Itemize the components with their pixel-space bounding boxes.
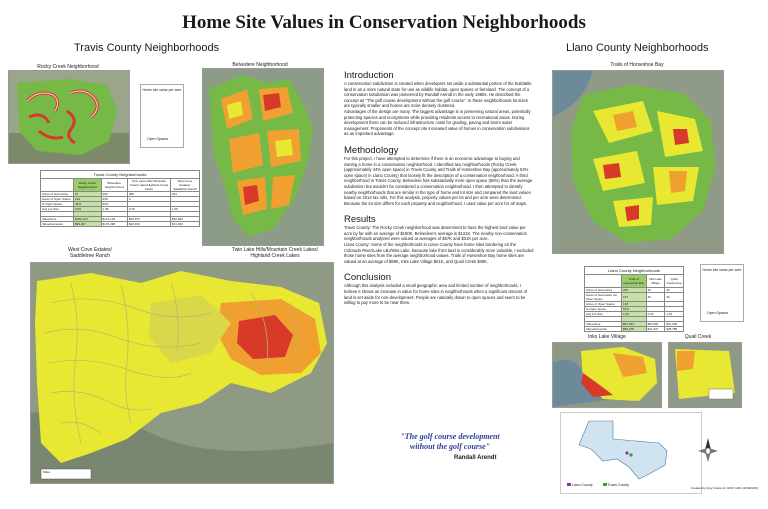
travis-table-wrap [40, 170, 200, 227]
twin-lake-label-line1: Twin Lake Hills/Mountain Creek Lakes/ [231, 247, 319, 253]
travis-th: Rocky Creek Neighborhood [74, 179, 102, 192]
west-cove-label-line1: West Cove Estates/ [68, 247, 112, 253]
intro-body-2: Advantages of the design are many. The biggest advantage is in preserving natural areas, potentially protecting species and ecosystems while providing residents access to recreational areas. During development there can be reduced infrastructure costs for grading, paving and storm water management. Proponents of the concept cite increased value of homes in conservation subdivisions as an important advantage. [344, 108, 531, 137]
belvedere-label: Belvedere Neighborhood [232, 62, 288, 68]
poster-title: Home Site Values in Conservation Neighborhoods [182, 12, 586, 33]
conclusion-heading: Conclusion [344, 272, 391, 284]
table-cell: $56,974 [127, 217, 170, 222]
quote-line1: "The golf course development [400, 432, 500, 441]
table-cell: 1.48 [101, 207, 127, 212]
inks-label: Inks Lake Village [588, 334, 626, 340]
table-cell: $43,919 [127, 222, 170, 227]
table-cell: $121,134 [101, 217, 127, 222]
trails-map-graphic [553, 71, 723, 253]
travis-heading: Travis County Neighborhoods [74, 42, 220, 54]
travis-table [40, 178, 200, 227]
travis-table-title: Travis County Neighborhoods [40, 170, 200, 178]
belvedere-map-graphic [203, 69, 323, 245]
table-cell: 0.53 [74, 207, 102, 212]
quail-map-graphic [669, 343, 741, 407]
trails-label: Trails of Horseshoe Bay [610, 62, 664, 68]
inks-map-graphic [553, 343, 661, 407]
llano-th: Trails of Horseshoe Bay [622, 275, 647, 288]
results-body-2: Llano County: Some of the neighborhoods in Llano County have home sites bordering on the Colorado River/Lake LBJ/Inks Lake. Because lake front land is considerably more valuable, I excluded those home sites from the average neighborhood values. Trails of Horseshoe Bay home sites are valued at an average of $88K, Inks Lake Village $51K, and Quail Creek $38K. [344, 242, 534, 264]
table-cell: $179,498 [101, 222, 127, 227]
table-cell: 53% [622, 307, 647, 312]
table-cell: 1.09 [170, 207, 199, 212]
arendt-quote [360, 432, 540, 452]
table-cell: 1.15 [665, 312, 684, 317]
table-cell: 137 [622, 293, 647, 302]
travis-county-swatch [603, 483, 629, 487]
center-column [344, 70, 534, 306]
llano-th [585, 275, 622, 288]
inks-map [552, 342, 662, 408]
llano-county-legend: Llano County [571, 483, 593, 487]
texas-locator [560, 412, 702, 494]
table-row [585, 327, 684, 332]
table-cell: 30 [665, 288, 684, 293]
table-cell: 44% [74, 202, 102, 207]
twin-lake-label-line2: Highland Creek Lakes [250, 253, 300, 259]
table-cell: Acres of Open Space [41, 197, 74, 202]
table-cell: $87,794 [622, 322, 647, 327]
table-cell: Avg Lot Size [585, 312, 622, 317]
methodology-body: For this project, I have attempted to determine if there is an economic advantage to buying and owning a home in a conservation neighborhood. I identified two neighborhoods (Rocky Creek (approximately 44% open space) in Travis County and Trails of Horseshoe Bay (approximately 53% open space) in Llano County) that loosely fit the description of a conservation neighborhood. A third neighborhood in Travis County, Belvedere has substantially more open space (55%) than the average subdivision but wouldn't be considered a conservation neighborhood. I then attempted to identify nearby neighborhoods that are similar in the type of home and lot size and compared the land values based on 2014 tax rolls. For this analysis, property values per lot and per acre were determined. Because the lot size differs for each property and neighborhood, I used value per acre for all maps. [344, 155, 533, 206]
texas-map-icon [569, 415, 679, 481]
table-cell: Value/Homesite [41, 222, 74, 227]
quote-line2: without the golf course" [409, 442, 491, 451]
llano-legend-open: Open Spaces [707, 311, 729, 315]
table-cell: 338 [101, 197, 127, 202]
llano-th: Inks Lake Village [646, 275, 665, 288]
rocky-creek-label: Rocky Creek Neighborhood [37, 64, 99, 70]
credit-text: Created by Amy Frame for GISC 1401 (2/18/2015) [690, 486, 758, 490]
travis-th: Belvedere Neighborhood [101, 179, 127, 192]
table-cell: Value/Acre [41, 217, 74, 222]
scale-bar-text: Miles [43, 470, 51, 474]
quail-map [668, 342, 742, 408]
llano-legend [700, 264, 744, 322]
table-cell: % Open Space [585, 307, 622, 312]
west-cove-label [50, 247, 130, 259]
table-cell: $21,007 [646, 327, 665, 332]
travis-th: West Cove Estates/ Saddletree Ranch [170, 179, 199, 192]
table-cell: 30 [646, 288, 665, 293]
west-cove-label-line2: Saddletree Ranch [69, 253, 111, 259]
table-cell: Acres of Open Space [585, 302, 622, 307]
table-cell: $95,267 [74, 222, 102, 227]
table-cell: 97 [74, 192, 102, 197]
table-cell: $30,900 [170, 217, 199, 222]
travis-legend-open: Open Spaces [147, 137, 169, 141]
table-cell: 0 [127, 197, 170, 202]
west-cove-twin-lake-map [30, 262, 334, 484]
belvedere-map [202, 68, 324, 246]
quail-label: Quail Creek [684, 334, 712, 340]
table-cell: % Open Space [41, 202, 74, 207]
table-row [585, 293, 684, 302]
intro-heading: Introduction [344, 70, 394, 81]
trails-map [552, 70, 724, 254]
methodology-heading: Methodology [344, 144, 399, 156]
twin-lake-label [220, 247, 330, 259]
travis-county-legend: Travis County [607, 483, 630, 487]
llano-table-title: Llano County Neighborhoods [584, 266, 684, 274]
travis-th: Twin Lake Hills/ Mountain Creek Lakes/Highland Creek Lakes [127, 179, 170, 192]
llano-legend-title: Home site value per acre [702, 268, 742, 272]
table-cell: 0.78 [127, 207, 170, 212]
results-heading: Results [344, 214, 376, 226]
llano-county-swatch [567, 483, 593, 487]
table-cell: Value/Homesite [585, 327, 622, 332]
table-cell: 441 [170, 192, 199, 197]
table-cell: 143 [74, 197, 102, 202]
results-body: Travis County: The Rocky Creek neighborhood was determined to have the highest land value per acre by far with an average of $180K. Belvedere's average is $121K. The nearby non-conservation neighborhoods analyzed were valued at averages of $57K and $31K per acre. [344, 225, 527, 242]
table-cell: 0.33 [646, 312, 665, 317]
west-cove-twin-lake-map-graphic [31, 263, 333, 483]
travis-th [41, 179, 74, 192]
travis-table-header-row [41, 179, 200, 192]
table-cell: $86,478 [622, 327, 647, 332]
travis-legend [140, 84, 184, 148]
intro-body: A conservation subdivision is created when developers set aside a substantial portion of the buildable land in as a more natural state for use as wildlife habitat, open spaces or farmland. The concept of a conservation subdivision was pioneered by Randall Arendt in the early 1980s. He described the concept as "The golf course development without the golf course". In these neighborhoods lot sizes are typically smaller and homes are more densely clustered. [344, 81, 532, 109]
llano-table [584, 274, 684, 332]
table-cell: 366 [101, 192, 127, 197]
rocky-creek-map-graphic [9, 71, 129, 163]
north-arrow-icon [698, 438, 718, 464]
table-cell: $31,600 [170, 222, 199, 227]
llano-heading: Llano County Neighborhoods [566, 42, 709, 54]
table-cell: $180,120 [74, 217, 102, 222]
table-cell: 55% [101, 202, 127, 207]
quote-author: Randall Arendt [454, 455, 497, 461]
table-cell: Avg Lot Size [41, 207, 74, 212]
locator-legend [567, 483, 629, 487]
conclusion-body: Although this analysis included a small geographic area and limited number of neighborhoods, I believe it shows an increase in value for home sites in neighborhoods when a significant amount of land is set aside for non-development. People are naturally drawn to open spaces and seem to be willing to pay more to be near them. [344, 283, 527, 306]
llano-table-wrap [584, 266, 684, 332]
llano-table-header-row [585, 275, 684, 288]
table-cell: 486 [127, 192, 170, 197]
table-cell: 284 [622, 288, 647, 293]
table-cell: Acres of Homesites not Open Space [585, 293, 622, 302]
table-cell: $54,084 [646, 322, 665, 327]
table-cell: 1.05 [622, 312, 647, 317]
table-cell: 138 [622, 302, 647, 307]
table-row [41, 222, 200, 227]
table-cell: 30 [665, 293, 684, 302]
llano-th: Quail Creek Area [665, 275, 684, 288]
table-cell: $38,788 [665, 327, 684, 332]
travis-legend-title: Home site value per acre [142, 88, 182, 92]
table-cell: Acres of Homesites [585, 288, 622, 293]
table-cell: 46 [646, 293, 665, 302]
table-cell: Acres of Homesites [41, 192, 74, 197]
table-cell: $31,605 [665, 322, 684, 327]
rocky-creek-map [8, 70, 130, 164]
table-cell: Value/Acre [585, 322, 622, 327]
